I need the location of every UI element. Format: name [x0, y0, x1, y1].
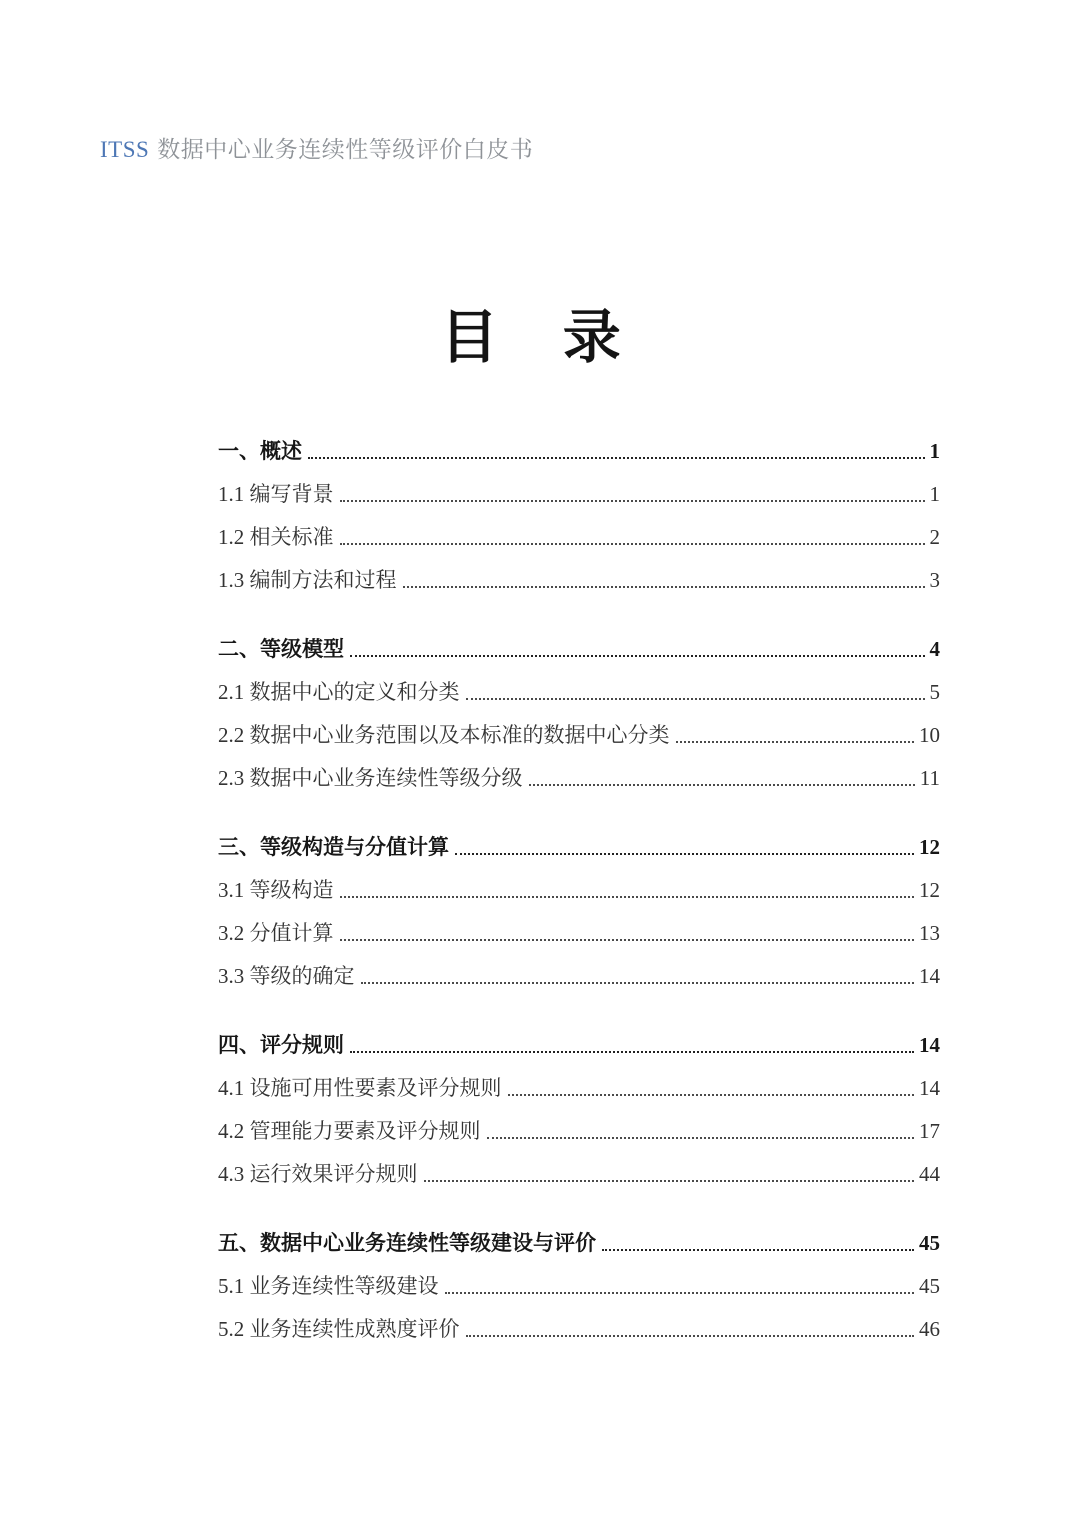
dot-leader: [508, 1094, 915, 1096]
toc-entry[interactable]: [218, 1272, 940, 1300]
toc-entry-page: 2: [929, 525, 940, 549]
toc-entry[interactable]: [218, 919, 940, 947]
toc-entry-page: 13: [919, 921, 940, 945]
document-header-title: 数据中心业务连续性等级评价白皮书: [157, 137, 534, 162]
toc-entry-label: 二、等级模型: [218, 637, 344, 661]
toc-entry-label: 1.2 相关标准: [218, 525, 334, 549]
dot-leader: [340, 939, 915, 941]
toc-entry-heading[interactable]: [218, 437, 940, 465]
toc-entry-heading[interactable]: [218, 1031, 940, 1059]
dot-leader: [340, 543, 925, 545]
document-header: [100, 131, 533, 164]
toc-entry-page: 4: [929, 637, 940, 661]
toc-section-4: [218, 1031, 940, 1188]
dot-leader: [455, 853, 914, 855]
toc-entry-page: 45: [919, 1231, 940, 1255]
toc-entry-label: 五、数据中心业务连续性等级建设与评价: [218, 1231, 596, 1255]
toc-entry[interactable]: [218, 1160, 940, 1188]
dot-leader: [466, 698, 925, 700]
dot-leader: [466, 1335, 915, 1337]
toc-entry[interactable]: [218, 1074, 940, 1102]
toc-entry-page: 45: [919, 1274, 940, 1298]
table-of-contents: [218, 437, 940, 1358]
brand-logo-text: ITSS: [100, 137, 150, 162]
toc-entry-label: 1.1 编写背景: [218, 482, 334, 506]
toc-entry[interactable]: [218, 962, 940, 990]
dot-leader: [676, 741, 915, 743]
toc-entry-page: 3: [929, 568, 940, 592]
toc-entry-heading[interactable]: [218, 635, 940, 663]
toc-entry[interactable]: [218, 523, 940, 551]
dot-leader: [529, 784, 915, 786]
dot-leader: [424, 1180, 915, 1182]
toc-entry-page: 14: [919, 1076, 940, 1100]
toc-entry-page: 5: [929, 680, 940, 704]
toc-entry-label: 四、评分规则: [218, 1033, 344, 1057]
toc-entry-label: 5.2 业务连续性成熟度评价: [218, 1317, 460, 1341]
toc-entry-label: 4.3 运行效果评分规则: [218, 1162, 418, 1186]
toc-entry-page: 17: [919, 1119, 940, 1143]
toc-entry-page: 10: [919, 723, 940, 747]
toc-entry[interactable]: [218, 876, 940, 904]
toc-section-1: [218, 437, 940, 594]
toc-entry-label: 4.2 管理能力要素及评分规则: [218, 1119, 481, 1143]
toc-entry-page: 14: [919, 964, 940, 988]
toc-entry-label: 一、概述: [218, 439, 302, 463]
toc-section-5: [218, 1229, 940, 1343]
toc-entry-heading[interactable]: [218, 1229, 940, 1257]
toc-entry[interactable]: [218, 480, 940, 508]
toc-entry-page: 46: [919, 1317, 940, 1341]
toc-section-3: [218, 833, 940, 990]
toc-entry-page: 1: [929, 482, 940, 506]
toc-entry-heading[interactable]: [218, 833, 940, 861]
toc-entry[interactable]: [218, 1117, 940, 1145]
dot-leader: [350, 1051, 914, 1053]
toc-entry-label: 4.1 设施可用性要素及评分规则: [218, 1076, 502, 1100]
dot-leader: [308, 457, 925, 459]
toc-entry-label: 5.1 业务连续性等级建设: [218, 1274, 439, 1298]
dot-leader: [602, 1249, 914, 1251]
dot-leader: [403, 586, 925, 588]
toc-entry-page: 11: [919, 766, 940, 790]
dot-leader: [340, 896, 915, 898]
page-title: 目 录: [440, 305, 622, 370]
dot-leader: [487, 1137, 915, 1139]
toc-entry[interactable]: [218, 764, 940, 792]
toc-entry-label: 三、等级构造与分值计算: [218, 835, 449, 859]
toc-entry-label: 2.2 数据中心业务范围以及本标准的数据中心分类: [218, 723, 670, 747]
dot-leader: [445, 1292, 915, 1294]
toc-section-2: [218, 635, 940, 792]
toc-entry[interactable]: [218, 1315, 940, 1343]
toc-entry-label: 1.3 编制方法和过程: [218, 568, 397, 592]
toc-entry-label: 2.3 数据中心业务连续性等级分级: [218, 766, 523, 790]
toc-entry-page: 44: [919, 1162, 940, 1186]
toc-entry-page: 12: [919, 878, 940, 902]
toc-entry-page: 14: [919, 1033, 940, 1057]
toc-entry[interactable]: [218, 678, 940, 706]
dot-leader: [350, 655, 925, 657]
toc-entry-label: 3.3 等级的确定: [218, 964, 355, 988]
dot-leader: [361, 982, 915, 984]
toc-entry-page: 12: [919, 835, 940, 859]
toc-entry[interactable]: [218, 566, 940, 594]
toc-entry-label: 3.2 分值计算: [218, 921, 334, 945]
toc-entry-label: 3.1 等级构造: [218, 878, 334, 902]
toc-entry-page: 1: [929, 439, 940, 463]
dot-leader: [340, 500, 925, 502]
toc-entry[interactable]: [218, 721, 940, 749]
toc-entry-label: 2.1 数据中心的定义和分类: [218, 680, 460, 704]
